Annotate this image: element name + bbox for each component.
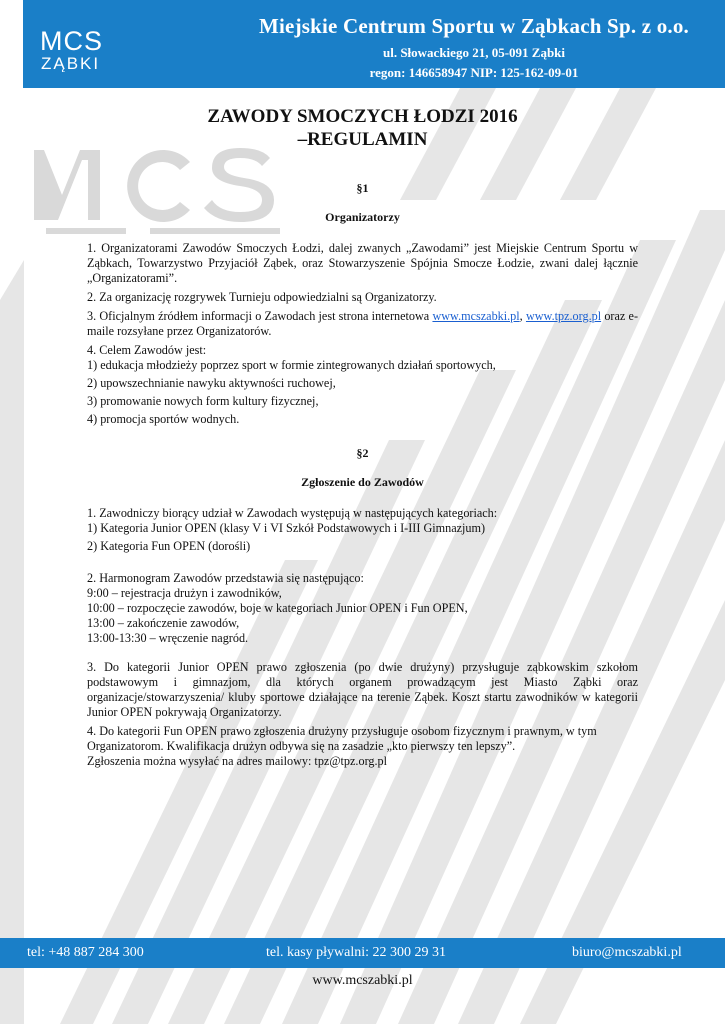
organization-address: ul. Słowackiego 21, 05-091 Ząbki	[382, 45, 566, 60]
document-body	[87, 105, 638, 769]
goal-item: 3) promowanie nowych form kultury fizycznej,	[87, 394, 319, 408]
section-1-paragraph-2: 2. Za organizację rozgrywek Turnieju odpowiedzialni są Organizatorzy.	[87, 290, 437, 304]
schedule-item: 13:00-13:30 – wręczenie nagród.	[87, 631, 249, 645]
footer-email: biuro@mcszabki.pl	[572, 945, 682, 960]
mcs-logo	[40, 26, 140, 72]
section-1-paragraph-1: 1. Organizatorami Zawodów Smoczych Łodzi, dalej zwanych „Zawodami” jest Miejskie Centrum Sportu w Ząbkach, Towarzystwo Przyjaciół Ząbek, oraz Stowarzyszenie Spójnia Smocze Łodzie, zwani dalej łącznie „Organizatorami”.	[87, 241, 638, 285]
document-title	[87, 105, 638, 151]
section-1-paragraph-4: 4. Celem Zawodów jest:	[87, 343, 207, 357]
goal-item: 4) promocja sportów wodnych.	[87, 412, 240, 426]
schedule-item: 10:00 – rozpoczęcie zawodów, boje w kategoriach Junior OPEN i Fun OPEN,	[87, 601, 468, 615]
section-2-paragraph-2: 2. Harmonogram Zawodów przedstawia się następująco:	[87, 571, 364, 585]
link-tpz[interactable]: www.tpz.org.pl	[525, 309, 602, 323]
section-2-paragraph-3: 3. Do kategorii Junior OPEN prawo zgłoszenia (po dwie drużyny) przysługuje ząbkowskim szkołom podstawowym i gimnazjom, dla których organem prowadzącym jest Miasto Ząbki oraz organizacje/stowarzyszenia/ kluby sportowe działające na terenie Ząbek. Koszt startu zawodników w kategorii Junior OPEN pokrywają Organizatorzy.	[87, 660, 638, 719]
title-line-1: ZAWODY SMOCZYCH ŁODZI 2016	[207, 106, 518, 127]
footer-phone: tel: +48 887 284 300	[27, 945, 144, 960]
section-2-mark: §2	[356, 446, 369, 460]
footer-website: www.mcszabki.pl	[312, 973, 413, 988]
paragraph-3-comma: ,	[519, 309, 523, 323]
svg-text:ZĄBKI: ZĄBKI	[41, 54, 101, 72]
section-2-title: Zgłoszenie do Zawodów	[301, 475, 424, 489]
svg-text:MCS: MCS	[40, 26, 103, 56]
letterhead-banner	[23, 0, 725, 88]
section-2-paragraph-4: 4. Do kategorii Fun OPEN prawo zgłoszenia drużyny przysługuje osobom fizycznym i prawnym, w tym Organizatorom. Kwalifikacja drużyn odbywa się na zasadzie „kto pierwszy ten lepszy”.	[87, 724, 597, 753]
goal-item: 2) upowszechnianie nawyku aktywności ruchowej,	[87, 376, 336, 390]
section-1-mark: §1	[356, 181, 369, 195]
title-line-2: –REGULAMIN	[297, 129, 428, 150]
section-1-title: Organizatorzy	[325, 210, 400, 224]
footer-pool-phone: tel. kasy pływalni: 22 300 29 31	[266, 945, 447, 960]
section-1-paragraph-3	[87, 309, 638, 339]
section-2-paragraph-1: 1. Zawodniczy biorący udział w Zawodach występują w następujących kategoriach:	[87, 506, 498, 520]
schedule-item: 9:00 – rejestracja drużyn i zawodników,	[87, 586, 282, 600]
link-mcszabki[interactable]: www.mcszabki.pl	[432, 309, 520, 323]
goal-item: 1) edukacja młodzieży poprzez sport w formie zintegrowanych działań sportowych,	[87, 358, 496, 372]
category-item: 1) Kategoria Junior OPEN (klasy V i VI Szkół Podstawowych i I-III Gimnazjum)	[87, 521, 486, 535]
schedule-item: 13:00 – zakończenie zawodów,	[87, 616, 240, 630]
organization-registry: regon: 146658947 NIP: 125-162-09-01	[369, 65, 579, 80]
category-item: 2) Kategoria Fun OPEN (dorośli)	[87, 539, 251, 553]
organization-name: Miejskie Centrum Sportu w Ząbkach Sp. z o.o.	[259, 14, 689, 38]
paragraph-3-lead: 3. Oficjalnym źródłem informacji o Zawodach jest strona internetowa	[87, 309, 430, 323]
section-2-paragraph-5: Zgłoszenia można wysyłać na adres mailowy: tpz@tpz.org.pl	[87, 754, 388, 768]
paragraph-3-tail: oraz e-maile rozsyłane przez Organizatorów.	[87, 309, 638, 338]
